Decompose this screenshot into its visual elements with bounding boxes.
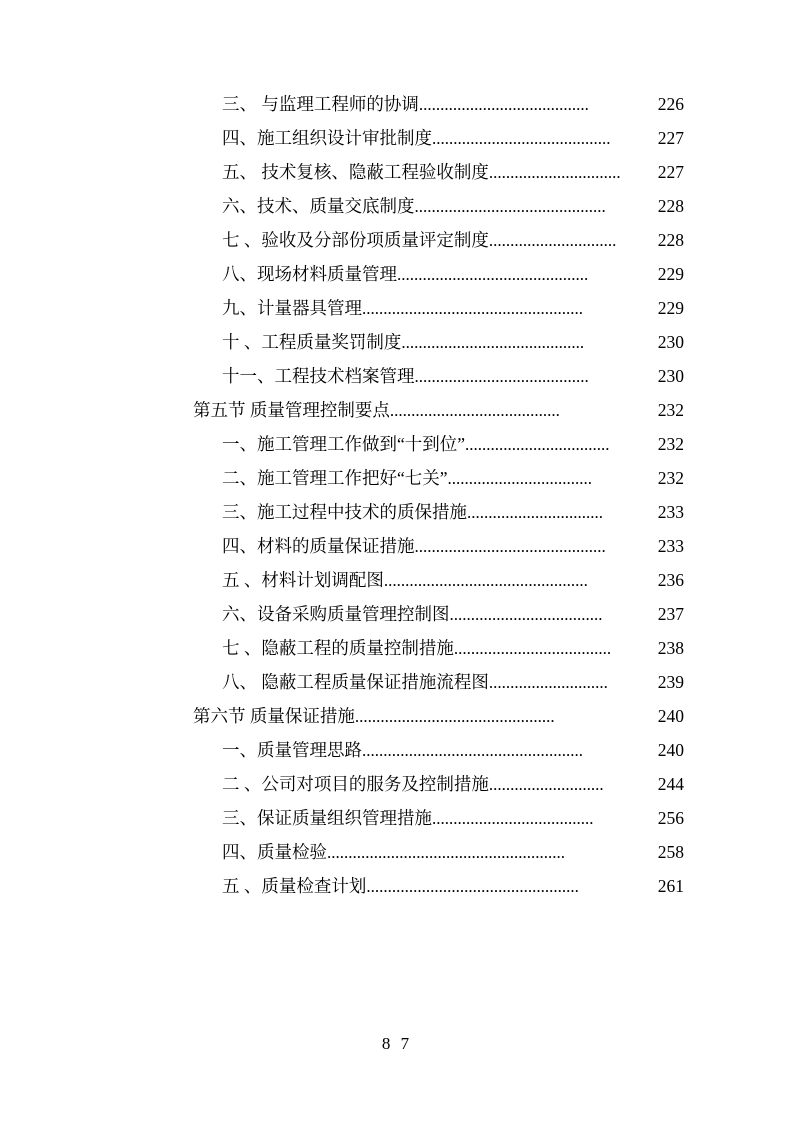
toc-entry[interactable] — [0, 164, 794, 198]
toc-entry-page: 237 — [657, 604, 684, 624]
toc-entry-leader: ........................................... — [401, 334, 585, 351]
toc-entry[interactable] — [0, 810, 794, 844]
toc-entry[interactable] — [0, 96, 794, 130]
toc-entry-page: 227 — [657, 128, 684, 148]
toc-entry[interactable] — [0, 878, 794, 912]
toc-entry[interactable] — [0, 776, 794, 810]
toc-entry-label: 五 、质量检查计划 — [222, 876, 367, 896]
toc-entry-leader: .................................. — [465, 436, 610, 453]
toc-entry-leader: .............................. — [488, 232, 617, 249]
toc-entry-label: 一、施工管理工作做到“十到位” — [222, 434, 466, 454]
toc-entry-page: 261 — [657, 876, 684, 896]
table-of-contents — [0, 96, 794, 912]
toc-entry-leader: ............................ — [488, 674, 608, 691]
toc-entry-leader: ............................................... — [354, 708, 555, 725]
toc-entry-leader: ............................................. — [397, 266, 589, 283]
toc-entry[interactable] — [0, 266, 794, 300]
toc-entry-leader: ........................................ — [389, 402, 560, 419]
toc-entry-page: 227 — [657, 162, 684, 182]
toc-entry[interactable] — [0, 300, 794, 334]
toc-entry-page: 244 — [657, 774, 684, 794]
toc-entry-page: 230 — [657, 366, 684, 386]
toc-entry-label: 十 、工程质量奖罚制度 — [222, 332, 402, 352]
toc-entry-page: 233 — [657, 502, 684, 522]
toc-entry-page: 230 — [657, 332, 684, 352]
toc-entry[interactable] — [0, 504, 794, 538]
toc-entry-label: 九、计量器具管理 — [222, 298, 362, 318]
toc-entry-label: 二 、公司对项目的服务及控制措施 — [222, 774, 489, 794]
toc-entry-page: 229 — [657, 298, 684, 318]
toc-entry-label: 三、 与监理工程师的协调 — [222, 94, 419, 114]
toc-entry-label: 七 、隐蔽工程的质量控制措施 — [222, 638, 454, 658]
toc-entry-label: 十一、工程技术档案管理 — [222, 366, 415, 386]
toc-entry-label: 一、质量管理思路 — [222, 740, 362, 760]
toc-entry[interactable] — [0, 198, 794, 232]
toc-entry-label: 七 、验收及分部份项质量评定制度 — [222, 230, 489, 250]
toc-entry-label: 四、材料的质量保证措施 — [222, 536, 415, 556]
toc-entry-leader: ...................................... — [432, 810, 594, 827]
toc-entry-label: 三、施工过程中技术的质保措施 — [222, 502, 467, 522]
toc-entry[interactable] — [0, 436, 794, 470]
toc-entry-leader: ......................................... — [414, 368, 589, 385]
toc-entry[interactable] — [0, 708, 794, 742]
toc-entry-page: 238 — [657, 638, 684, 658]
toc-entry-label: 五、 技术复核、隐蔽工程验收制度 — [222, 162, 489, 182]
toc-entry-page: 232 — [657, 400, 684, 420]
toc-entry-page: 229 — [657, 264, 684, 284]
toc-entry[interactable] — [0, 640, 794, 674]
toc-entry-page: 233 — [657, 536, 684, 556]
toc-entry-leader: ..................................... — [453, 640, 612, 657]
toc-entry-page: 226 — [657, 94, 684, 114]
toc-entry-leader: .................................... — [449, 606, 603, 623]
toc-entry-leader: ........................................ — [418, 96, 589, 113]
toc-entry-leader: .................................. — [447, 470, 593, 487]
toc-entry-page: 239 — [657, 672, 684, 692]
toc-entry[interactable] — [0, 606, 794, 640]
toc-entry-label: 八、 隐蔽工程质量保证措施流程图 — [222, 672, 489, 692]
page-number: 8 7 — [381, 1034, 413, 1053]
toc-entry-label: 二、施工管理工作把好“七关” — [222, 468, 448, 488]
toc-entry[interactable] — [0, 742, 794, 776]
toc-entry[interactable] — [0, 538, 794, 572]
toc-entry-label: 六、技术、质量交底制度 — [222, 196, 415, 216]
toc-entry[interactable] — [0, 368, 794, 402]
toc-entry[interactable] — [0, 334, 794, 368]
toc-entry[interactable] — [0, 232, 794, 266]
toc-entry-label: 第六节 质量保证措施 — [193, 706, 355, 726]
toc-entry[interactable] — [0, 844, 794, 878]
toc-entry-leader: ............................... — [488, 164, 621, 181]
toc-entry[interactable] — [0, 130, 794, 164]
toc-entry-label: 第五节 质量管理控制要点 — [193, 400, 390, 420]
toc-entry-page: 240 — [657, 740, 684, 760]
toc-entry[interactable] — [0, 572, 794, 606]
toc-entry-label: 五 、材料计划调配图 — [222, 570, 384, 590]
toc-entry-label: 四、质量检验 — [222, 842, 327, 862]
toc-entry-leader: ............................................. — [414, 198, 606, 215]
toc-entry-page: 228 — [657, 196, 684, 216]
toc-entry-page: 240 — [657, 706, 684, 726]
toc-entry[interactable] — [0, 470, 794, 504]
toc-entry[interactable] — [0, 402, 794, 436]
toc-entry-page: 236 — [657, 570, 684, 590]
toc-entry-page: 232 — [657, 434, 684, 454]
toc-entry-leader: ........................................................ — [327, 844, 565, 861]
toc-entry-label: 三、保证质量组织管理措施 — [222, 808, 432, 828]
toc-entry-page: 258 — [657, 842, 684, 862]
toc-entry-label: 六、设备采购质量管理控制图 — [222, 604, 450, 624]
toc-entry-page: 228 — [657, 230, 684, 250]
toc-entry-leader: ................................ — [467, 504, 603, 521]
toc-entry-leader: ........................... — [488, 776, 604, 793]
toc-entry-leader: .................................................... — [362, 300, 583, 317]
toc-entry-label: 八、现场材料质量管理 — [222, 264, 397, 284]
toc-entry-leader: .................................................... — [362, 742, 583, 759]
toc-entry[interactable] — [0, 674, 794, 708]
toc-entry-label: 四、施工组织设计审批制度 — [222, 128, 432, 148]
toc-entry-leader: ................................................ — [383, 572, 588, 589]
toc-entry-leader: ............................................. — [414, 538, 606, 555]
toc-entry-page: 256 — [657, 808, 684, 828]
toc-entry-leader: .......................................... — [432, 130, 611, 147]
toc-entry-leader: .................................................. — [366, 878, 579, 895]
toc-entry-page: 232 — [657, 468, 684, 488]
